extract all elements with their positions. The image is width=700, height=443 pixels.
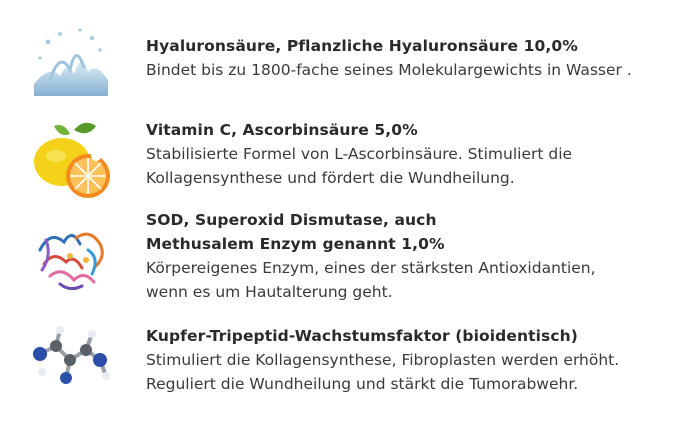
ingredient-text	[146, 324, 686, 396]
ingredient-description: Stimuliert die Kollagensynthese, Fibroplasten werden erhöht. Reguliert die Wundheilung und stärkt die Tumorabwehr.	[146, 351, 620, 393]
water-splash-icon	[30, 20, 112, 102]
ingredient-description: Körpereigenes Enzym, eines der stärksten Antioxidantien, wenn es um Hautalterung geht.	[146, 259, 596, 301]
ingredient-title: Hyaluronsäure, Pflanzliche Hyaluronsäure 10,0%	[146, 37, 578, 55]
ingredient-description: Bindet bis zu 1800-fache seines Molekulargewichts in Wasser .	[146, 61, 632, 79]
molecule-model-icon	[30, 320, 114, 396]
ingredient-title: SOD, Superoxid Dismutase, auch Methusalem Enzym genannt 1,0%	[146, 211, 445, 253]
ingredient-title: Kupfer-Tripeptid-Wachstumsfaktor (bioidentisch)	[146, 327, 578, 345]
ingredient-text	[146, 208, 686, 304]
ingredient-text	[146, 34, 686, 82]
lemon-orange-icon	[30, 116, 114, 204]
ingredient-description: Stabilisierte Formel von L-Ascorbinsäure. Stimuliert die Kollagensynthese und fördert die Wundheilung.	[146, 145, 573, 187]
protein-structure-icon	[30, 220, 114, 300]
ingredient-title: Vitamin C, Ascorbinsäure 5,0%	[146, 121, 418, 139]
ingredient-text	[146, 118, 686, 190]
